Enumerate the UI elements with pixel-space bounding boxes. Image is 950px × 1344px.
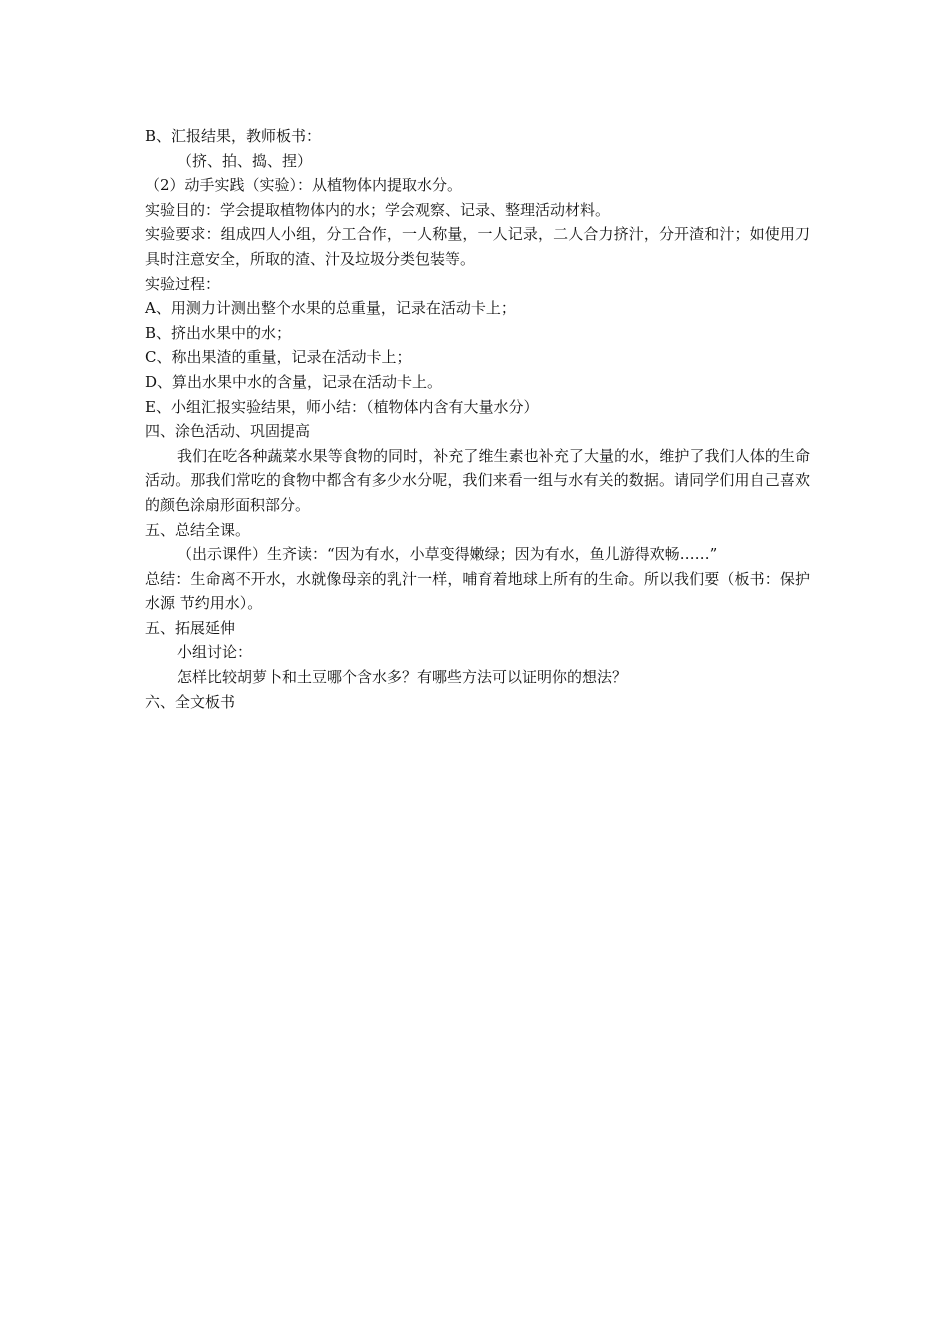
paragraph: 实验要求：组成四人小组，分工合作，一人称量，一人记录，二人合力挤汁，分开渣和汁；如使用刀具时注意安全，所取的渣、汁及垃圾分类包装等。: [145, 225, 810, 268]
text-line: （挤、拍、捣、捏）: [177, 151, 313, 170]
section-heading: 五、拓展延伸: [145, 618, 236, 637]
section-heading: 四、涂色活动、巩固提高: [145, 422, 311, 441]
list-item: D、算出水果中水的含量，记录在活动卡上。: [145, 372, 443, 391]
section-label: 实验过程：: [145, 274, 221, 293]
text-line: （出示课件）生齐读：“因为有水，小草变得嫩绿；因为有水，鱼儿游得欢畅……”: [177, 545, 718, 564]
list-item: C、称出果渣的重量，记录在活动卡上；: [145, 348, 412, 367]
text-line: 实验目的：学会提取植物体内的水；学会观察、记录、整理活动材料。: [145, 200, 611, 219]
paragraph: 我们在吃各种蔬菜水果等食物的同时，补充了维生素也补充了大量的水，维护了我们人体的生命活动。那我们常吃的食物中都含有多少水分呢，我们来看一组与水有关的数据。请同学们用自己喜欢的颜色涂扇形面积部分。: [145, 446, 810, 514]
section-heading: 五、总结全课。: [145, 520, 251, 539]
text-line: 小组讨论：: [177, 643, 253, 662]
text-line: （2）动手实践（实验）：从植物体内提取水分。: [145, 176, 463, 195]
section-heading: 六、全文板书: [145, 692, 236, 711]
paragraph: 总结：生命离不开水，水就像母亲的乳汁一样，哺育着地球上所有的生命。所以我们要（板书：保护水源 节约用水）。: [145, 569, 810, 613]
document-body: [145, 124, 810, 714]
list-item: E、小组汇报实验结果，师小结：（植物体内含有大量水分）: [145, 397, 539, 416]
list-item: A、用测力计测出整个水果的总重量，记录在活动卡上；: [145, 299, 516, 318]
text-line: B、汇报结果，教师板书：: [145, 127, 322, 145]
list-item: B、挤出水果中的水；: [145, 323, 292, 342]
text-line: 怎样比较胡萝卜和土豆哪个含水多？有哪些方法可以证明你的想法？: [177, 668, 628, 687]
